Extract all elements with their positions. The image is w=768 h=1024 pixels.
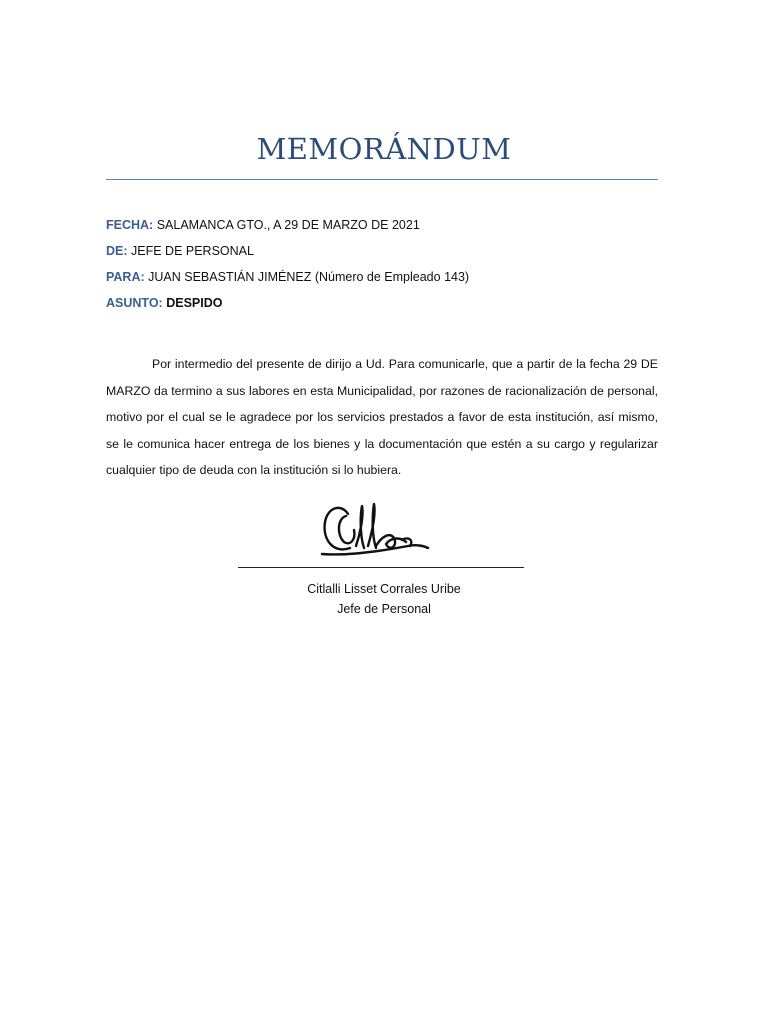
asunto-label: ASUNTO: [106, 296, 163, 310]
memo-header-fields [106, 214, 666, 318]
signature-line [238, 567, 524, 568]
field-para [106, 266, 666, 292]
memo-body-paragraph: Por intermedio del presente de dirijo a Ud. Para comunicarle, que a partir de la fecha 29 DE MARZO da termino a sus labores en esta Municipalidad, por razones de racionalización de personal, motivo por el cual se le agradece por los servicios prestados a favor de esta institución, así mismo, se le comunica hacer entrega de los bienes y la documentación que estén a su cargo y regularizar cualquier tipo de deuda con la institución si lo hubiera. [106, 357, 658, 477]
memo-title: MEMORÁNDUM [256, 132, 512, 166]
para-value: JUAN SEBASTIÁN JIMÉNEZ (Número de Empleado 143) [148, 270, 470, 284]
field-de [106, 240, 666, 266]
fecha-label: FECHA: [106, 218, 154, 232]
signer-role: Jefe de Personal [337, 602, 431, 616]
de-value: JEFE DE PERSONAL [131, 244, 254, 258]
de-label: DE: [106, 244, 128, 258]
fecha-value: SALAMANCA GTO., A 29 DE MARZO DE 2021 [156, 218, 420, 232]
title-divider [106, 179, 658, 180]
para-label: PARA: [106, 270, 145, 284]
signer-name: Citlalli Lisset Corrales Uribe [307, 582, 461, 596]
handwritten-signature [316, 496, 434, 560]
asunto-value: DESPIDO [166, 296, 223, 310]
field-asunto [106, 292, 666, 318]
field-fecha [106, 214, 666, 240]
